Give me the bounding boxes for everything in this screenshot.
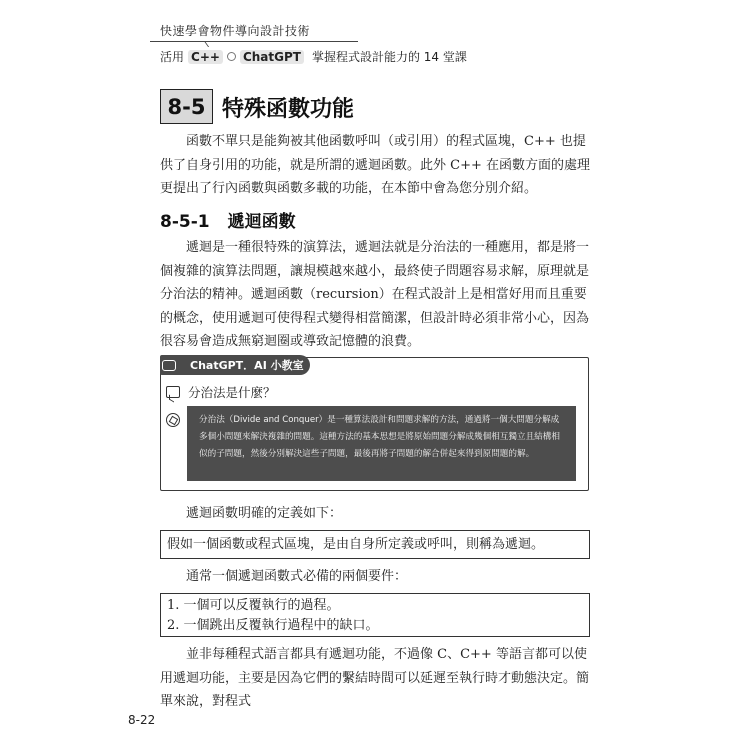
list-item: 2. 一個跳出反覆執行過程中的缺口。 bbox=[167, 617, 379, 633]
running-header-title: 快速學會物件導向設計技術 bbox=[160, 24, 311, 38]
header-divider bbox=[150, 41, 358, 42]
running-header-subtitle bbox=[160, 48, 467, 65]
header-prefix: 活用 bbox=[160, 50, 185, 64]
header-pill-chatgpt: ChatGPT bbox=[240, 50, 304, 64]
subsection-number: 8-5-1 bbox=[160, 212, 210, 232]
definition-lead bbox=[160, 502, 590, 526]
subsection-title: 遞迴函數 bbox=[227, 212, 296, 232]
recursion-text: 遞迴是一種很特殊的演算法，遞迴法就是分治法的一種應用，都是將一個複雜的演算法問題，讓規模越來越小，最終使子問題容易求解，原理就是分治法的精神。遞迴函數（recursion）在程式設計上是相當好用而且重要的概念，使用遞迴可使得程式變得相當簡潔，但設計時必須非常小心，因為很容易會造成無窮迴圈或導致記憶體的浪費。 bbox=[160, 240, 590, 349]
header-pill-cpp: C++ bbox=[188, 50, 223, 64]
subsection-heading bbox=[160, 207, 296, 232]
requirements-lead-text: 通常一個遞迴函數式必備的兩個要件： bbox=[186, 569, 408, 584]
section-intro-paragraph bbox=[160, 130, 590, 201]
intro-text: 函數不單只是能夠被其他函數呼叫（或引用）的程式區塊，C++ 也提供了自身引用的功能，就是所謂的遞迴函數。此外 C++ 在函數方面的處理更提出了行內函數與函數多載的功能，在本節中會為您分別介紹。 bbox=[160, 134, 590, 196]
question-chat-icon bbox=[166, 386, 180, 398]
ai-answer-panel: 分治法（Divide and Conquer）是一種算法設計和問題求解的方法，通過將一個大問題分解成多個小問題來解決複雜的問題。這種方法的基本思想是將原始問題分解成幾個相互獨立且結構相似的子問題，然後分別解決這些子問題，最後再將子問題的解合併起來得到原問題的解。 bbox=[187, 406, 576, 481]
list-item: 1. 一個可以反覆執行的過程。 bbox=[167, 598, 340, 613]
definition-lead-text: 遞迴函數明確的定義如下： bbox=[186, 506, 343, 521]
chatgpt-logo-icon bbox=[166, 413, 180, 427]
requirements-lead bbox=[160, 565, 590, 589]
section-number-box: 8-5 bbox=[160, 89, 213, 124]
header-suffix: 掌握程式設計能力的 14 堂課 bbox=[311, 50, 467, 64]
ai-question: 分治法是什麼？ bbox=[188, 385, 276, 400]
closing-text: 並非每種程式語言都具有遞迴功能，不過像 C、C++ 等語言都可以使用遞迴功能，主要是因為它們的繫結時間可以延遲至執行時才動態決定。簡單來說，對程式 bbox=[160, 647, 590, 709]
chat-bubble-icon bbox=[158, 355, 180, 375]
pill-separator-icon bbox=[227, 52, 236, 61]
definition-frame: 假如一個函數或程式區塊，是由自身所定義或呼叫，則稱為遞迴。 bbox=[160, 530, 590, 559]
section-title: 特殊函數功能 bbox=[222, 97, 355, 122]
page-number: 8-22 bbox=[128, 713, 156, 727]
requirements-list bbox=[160, 593, 590, 637]
ai-classroom-tab bbox=[160, 355, 310, 375]
recursion-paragraph bbox=[160, 236, 590, 354]
closing-paragraph bbox=[160, 643, 590, 714]
ai-classroom-label: ChatGPT．AI 小教室 bbox=[190, 359, 304, 372]
